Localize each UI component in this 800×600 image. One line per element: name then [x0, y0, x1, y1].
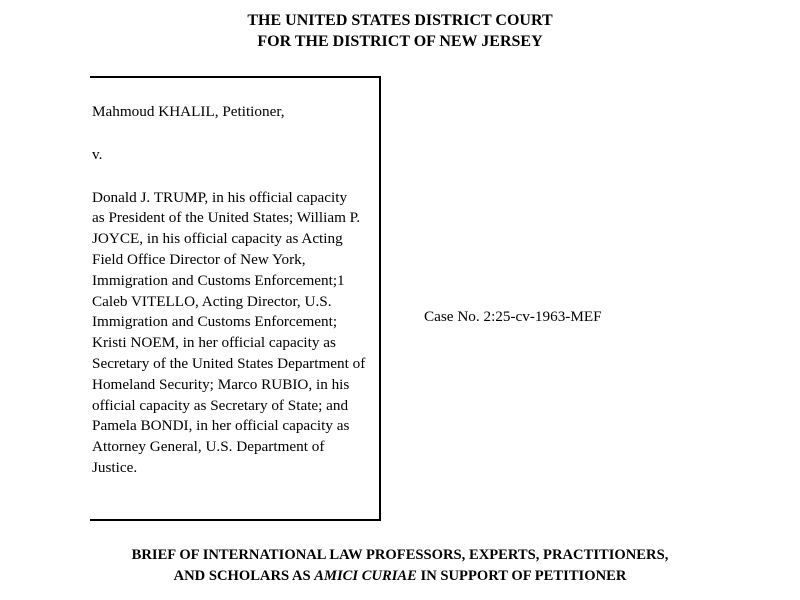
versus-line: v.	[92, 145, 103, 163]
respondent-line: JOYCE, in his official capacity as Acting	[92, 230, 343, 248]
brief-title	[0, 545, 800, 587]
respondent-line: Justice.	[92, 458, 138, 476]
petitioner-line: Mahmoud KHALIL, Petitioner,	[92, 103, 285, 120]
respondent-line: Donald J. TRUMP, in his official capacity	[92, 188, 348, 206]
respondent-line: official capacity as Secretary of State; and	[92, 396, 349, 414]
respondent-line: Field Office Director of New York,	[92, 250, 306, 268]
case-number: Case No. 2:25-cv-1963-MEF	[424, 308, 602, 325]
case-caption-box	[90, 76, 381, 521]
brief-title-line-1: BRIEF OF INTERNATIONAL LAW PROFESSORS, EXPERTS, PRACTITIONERS,	[131, 547, 669, 563]
district-line: FOR THE DISTRICT OF NEW JERSEY	[257, 33, 543, 50]
respondent-line: Kristi NOEM, in her official capacity as	[92, 334, 336, 352]
respondent-line: Immigration and Customs Enforcement;	[92, 313, 338, 331]
respondent-line: Caleb VITELLO, Acting Director, U.S.	[92, 292, 332, 310]
caption-text	[92, 102, 392, 479]
respondent-line: Immigration and Customs Enforcement;1	[92, 271, 345, 289]
respondent-line: Secretary of the United States Department of	[92, 354, 366, 372]
respondent-line: Attorney General, U.S. Department of	[92, 438, 325, 456]
brief-title-line-2	[0, 566, 800, 587]
court-name-line: THE UNITED STATES DISTRICT COURT	[247, 12, 553, 29]
respondents-block	[92, 188, 392, 479]
brief-title-prefix: AND SCHOLARS AS	[173, 568, 315, 584]
respondent-line: as President of the United States; William P.	[92, 209, 361, 227]
respondent-line: Pamela BONDI, in her official capacity as	[92, 417, 350, 435]
court-header	[0, 10, 800, 52]
brief-title-suffix: IN SUPPORT OF PETITIONER	[416, 568, 627, 584]
respondent-line: Homeland Security; Marco RUBIO, in his	[92, 375, 350, 393]
amici-curiae-text: AMICI CURIAE	[314, 568, 417, 584]
